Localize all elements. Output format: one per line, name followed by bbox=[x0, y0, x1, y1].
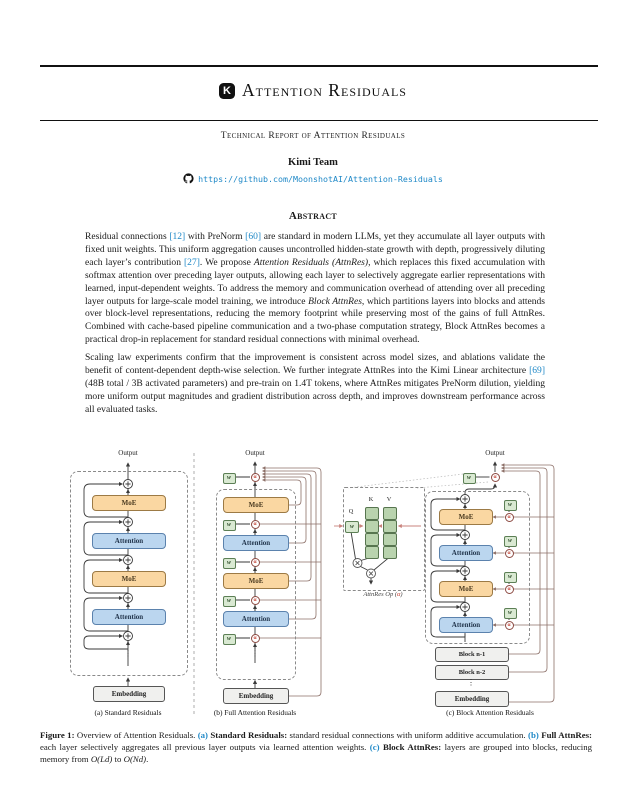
figure-1-caption: Figure 1: Overview of Attention Residuals. (a) Standard Residuals: standard residual connections with uniform additive accumulation. (b) Full AttnRes: each layer selectively aggregates all previous layer outputs via learned attention weights. (c) Block AttnRes: layers are grouped into blocks, reducing memory from O(Ld) to O(Nd). bbox=[40, 730, 592, 764]
v-label: V bbox=[386, 496, 392, 503]
attnres-alpha-op: α bbox=[251, 558, 260, 567]
attention-block: Attention bbox=[439, 617, 493, 633]
v-cache-cell bbox=[383, 533, 397, 546]
embedding-block: Embedding bbox=[93, 686, 165, 702]
moe-block: MoE bbox=[439, 581, 493, 597]
panel-c-caption: (c) Block Attention Residuals bbox=[446, 708, 534, 717]
attention-block: Attention bbox=[223, 535, 289, 551]
attention-block: Attention bbox=[92, 609, 166, 625]
w-gate: w bbox=[504, 608, 517, 619]
paper-title: Attention Residuals bbox=[241, 80, 407, 100]
w-gate: w bbox=[223, 473, 236, 484]
w-gate: w bbox=[223, 558, 236, 569]
w-gate: w bbox=[345, 521, 359, 533]
w-gate: w bbox=[223, 634, 236, 645]
abstract-heading: Abstract bbox=[288, 210, 338, 222]
author-name: Kimi Team bbox=[288, 157, 338, 168]
title-row bbox=[0, 80, 626, 101]
w-gate: w bbox=[504, 500, 517, 511]
output-label: Output bbox=[485, 449, 505, 457]
attnres-alpha-op: α bbox=[251, 596, 260, 605]
panel-a-caption: (a) Standard Residuals bbox=[94, 708, 162, 717]
ellipsis: ⋮ bbox=[251, 649, 259, 658]
moe-block: MoE bbox=[92, 571, 166, 587]
q-label: Q bbox=[348, 508, 354, 515]
abstract-paragraph-2: Scaling law experiments confirm that the improvement is consistent across model sizes, and ablations validate the benefit of content-dependent depth-wise selection. We further integrate AttnRes into the Kimi Linear architecture [69] (48B total / 3B activated parameters) and pre-train on 1.4T tokens, where AttnRes mitigates PreNorm dilution, yielding more uniform output magnitudes and gradient distribution across depth, and improves downstream performance across all evaluated tasks. bbox=[85, 352, 545, 415]
github-link[interactable]: https://github.com/MoonshotAI/Attention-Residuals bbox=[198, 173, 443, 184]
attnres-alpha-op: α bbox=[251, 473, 260, 482]
attnres-alpha-op: α bbox=[491, 473, 500, 482]
w-gate: w bbox=[504, 536, 517, 547]
moe-block: MoE bbox=[223, 573, 289, 589]
k-cache-cell bbox=[365, 520, 379, 533]
w-gate: w bbox=[463, 473, 476, 484]
attnres-alpha-op: α bbox=[505, 513, 514, 522]
abstract-body bbox=[85, 231, 545, 422]
attnres-alpha-op: α bbox=[251, 634, 260, 643]
figure-1 bbox=[40, 451, 600, 723]
moe-block: MoE bbox=[439, 509, 493, 525]
embedding-block: Embedding bbox=[435, 691, 509, 707]
block-n1: Block n-1 bbox=[435, 647, 509, 662]
ellipsis: ⋮ bbox=[124, 649, 132, 658]
attnres-op-label: AttnRes Op (α) bbox=[363, 591, 403, 598]
attnres-alpha-op: α bbox=[505, 549, 514, 558]
attnres-alpha-op: α bbox=[251, 520, 260, 529]
abstract-paragraph-1: Residual connections [12] with PreNorm [60] are standard in modern LLMs, yet they accumulate all layer outputs with fixed unit weights. This uniform aggregation causes uncontrolled hidden-state growth with depth, progressively diluting each layer’s contribution [27]. We propose Attention Residuals (AttnRes), which replaces this fixed accumulation with softmax attention over preceding layer outputs, allowing each layer to selectively aggregate earlier representations with learned, input-dependent weights. To address the memory and communication overhead of attending over all preceding layer outputs for large-scale model training, we introduce Block AttnRes, which partitions layers into blocks and attends over block-level representations, reducing the memory footprint while preserving most of the gains of full AttnRes. Combined with cache-based pipeline communication and a two-phase computation strategy, Block AttnRes becomes a practical drop-in replacement for standard residual connections with minimal overhead. bbox=[85, 231, 545, 346]
panel-b-caption: (b) Full Attention Residuals bbox=[213, 708, 297, 717]
attnres-alpha-op: α bbox=[505, 585, 514, 594]
v-cache-cell bbox=[383, 546, 397, 559]
moe-block: MoE bbox=[92, 495, 166, 511]
k-cache-cell bbox=[365, 546, 379, 559]
paper-subtitle: Technical Report of Attention Residuals bbox=[220, 131, 406, 141]
output-label: Output bbox=[245, 449, 265, 457]
v-cache-cell bbox=[383, 520, 397, 533]
attention-block: Attention bbox=[92, 533, 166, 549]
k-label: K bbox=[368, 496, 374, 503]
kimi-logo-icon: K bbox=[219, 83, 235, 99]
k-cache-cell bbox=[365, 507, 379, 520]
block-n2: Block n-2 bbox=[435, 665, 509, 680]
ellipsis: ⋮ bbox=[467, 678, 475, 687]
embedding-block: Embedding bbox=[223, 688, 289, 704]
w-gate: w bbox=[223, 596, 236, 607]
title-rule-top bbox=[40, 65, 598, 67]
k-cache-cell bbox=[365, 533, 379, 546]
v-cache-cell bbox=[383, 507, 397, 520]
w-gate: w bbox=[504, 572, 517, 583]
attention-block: Attention bbox=[223, 611, 289, 627]
github-icon bbox=[183, 173, 194, 184]
github-line bbox=[0, 173, 626, 184]
attnres-alpha-op: α bbox=[505, 621, 514, 630]
title-rule-bottom bbox=[40, 120, 598, 121]
w-gate: w bbox=[223, 520, 236, 531]
moe-block: MoE bbox=[223, 497, 289, 513]
attention-block: Attention bbox=[439, 545, 493, 561]
output-label: Output bbox=[118, 449, 138, 457]
